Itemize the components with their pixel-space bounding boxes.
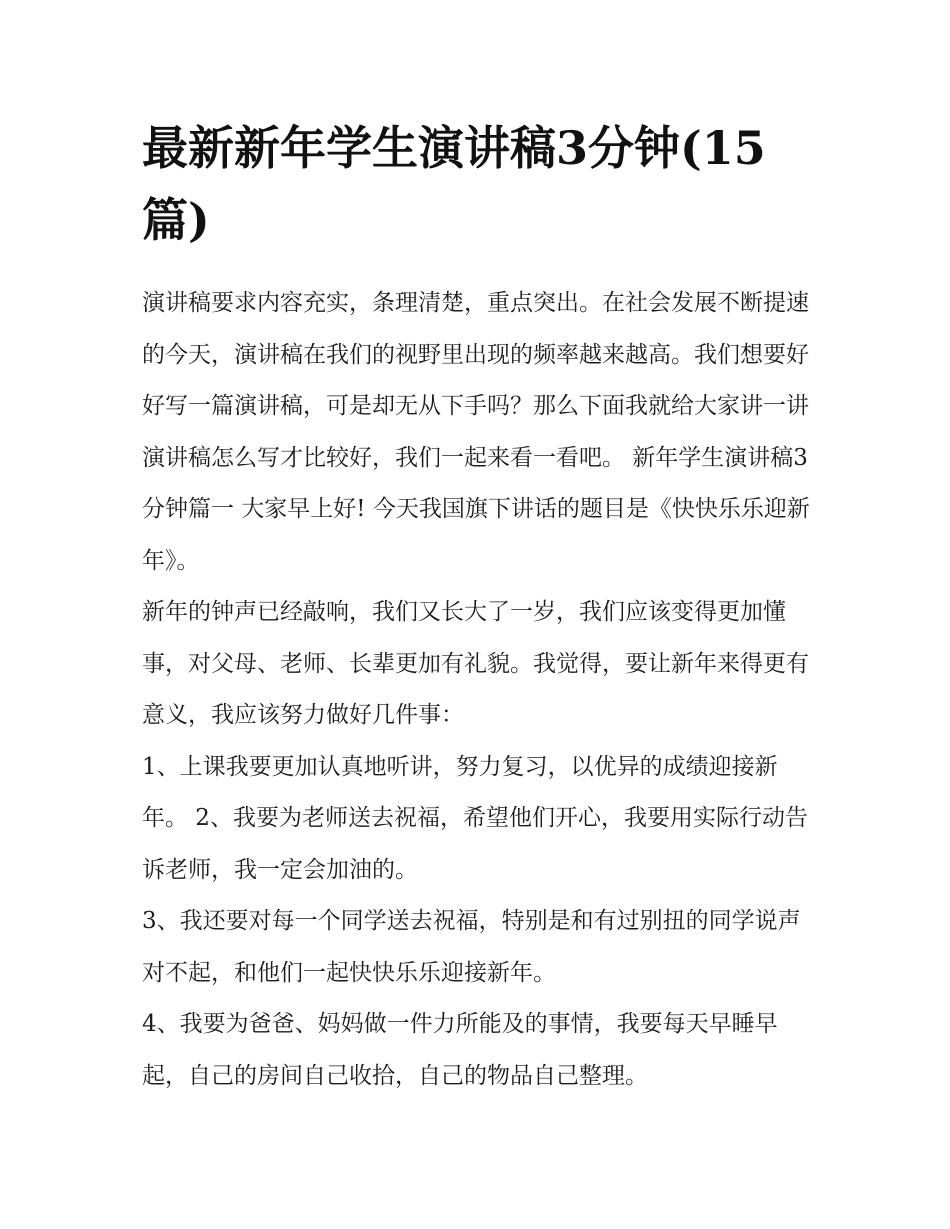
paragraph-intro: 演讲稿要求内容充实，条理清楚，重点突出。在社会发展不断提速的今天，演讲稿在我们的视野里出现的频率越来越高。我们想要好好写一篇演讲稿，可是却无从下手吗？那么下面我就给大家讲一讲演讲稿怎么写才比较好，我们一起来看一看吧。 新年学生演讲稿3分钟篇一 大家早上好! 今天我国旗下讲话的题目是《快快乐乐迎新年》。 — [142, 290, 810, 574]
paragraph-item-3: 3、我还要对每一个同学送去祝福，特别是和有过别扭的同学说声对不起，和他们一起快快乐乐迎接新年。 — [142, 908, 801, 986]
paragraph-new-year-bell: 新年的钟声已经敲响，我们又长大了一岁，我们应该变得更加懂事，对父母、老师、长辈更加有礼貌。我觉得，要让新年来得更有意义，我应该努力做好几件事： — [142, 599, 809, 728]
paragraph-item-4: 4、我要为爸爸、妈妈做一件力所能及的事情，我要每天早睡早起，自己的房间自己收拾，自己的物品自己整理。 — [142, 1011, 778, 1089]
document-title: 最新新年学生演讲稿3分钟(15篇) — [142, 121, 766, 247]
document-body — [142, 112, 814, 1102]
paragraph-item-1-2: 1、上课我要更加认真地听讲，努力复习，以优异的成绩迎接新年。 2、我要为老师送去祝福，希望他们开心，我要用实际行动告诉老师，我一定会加油的。 — [142, 753, 808, 883]
